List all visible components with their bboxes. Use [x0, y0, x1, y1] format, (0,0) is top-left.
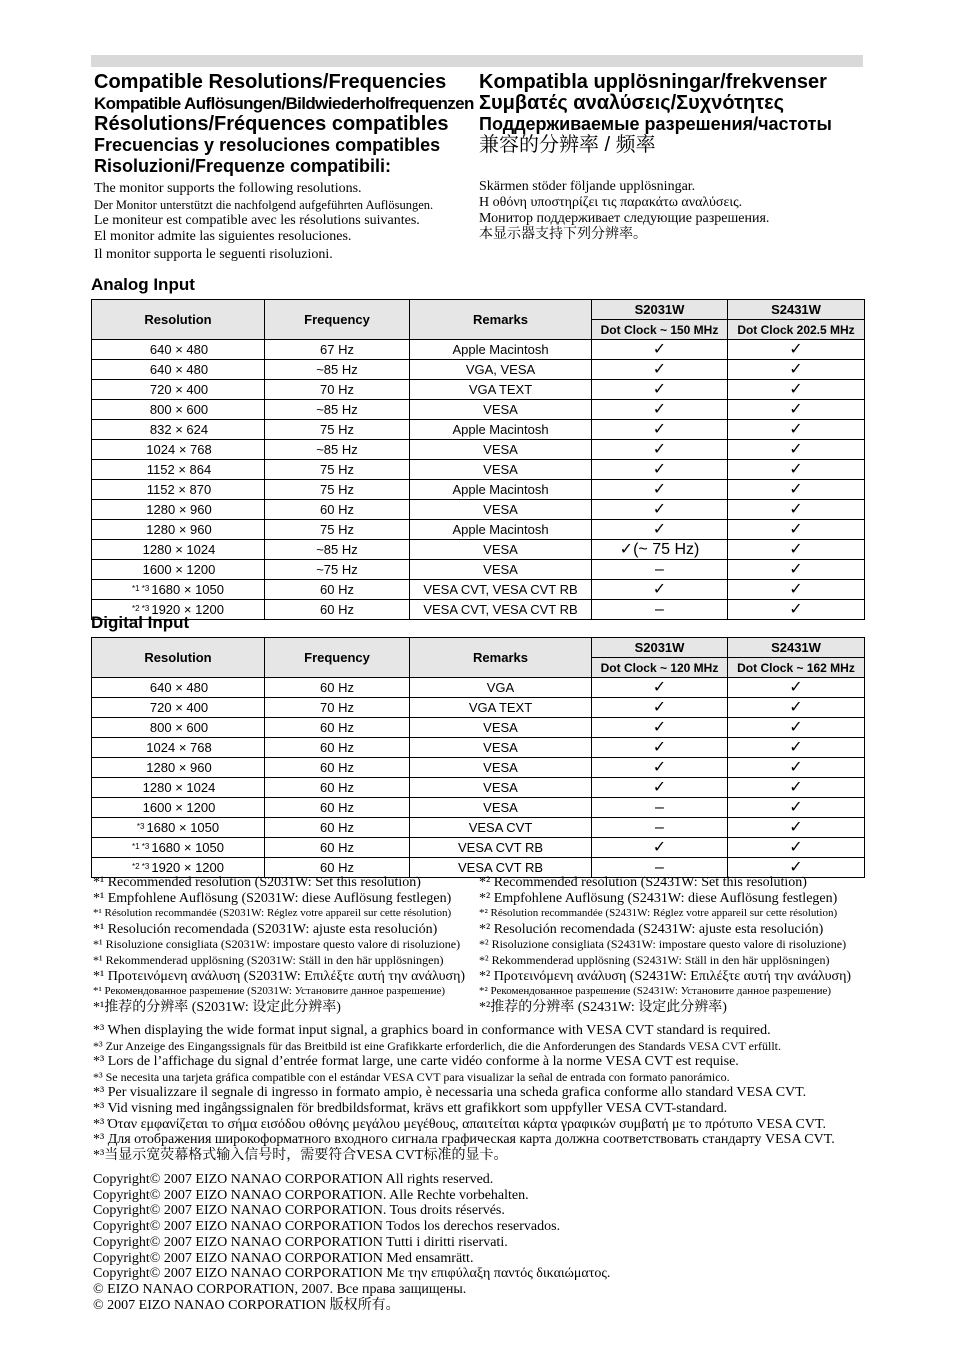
intro-fr: Le moniteur est compatible avec les résolutions suivantes. — [94, 213, 420, 228]
cell-s2031w: ✓ — [592, 360, 728, 380]
header-resolution: Resolution — [92, 300, 265, 340]
cell-remarks: VESA — [410, 778, 592, 798]
table-row — [92, 440, 865, 460]
cell-resolution — [92, 520, 265, 540]
heading-fr: Résolutions/Fréquences compatibles — [94, 113, 449, 135]
intro-zh: 本显示器支持下列分辨率。 — [479, 227, 647, 242]
cell-remarks: Apple Macintosh — [410, 340, 592, 360]
cell-s2031w: ✓ — [592, 698, 728, 718]
cell-s2031w: ✓ — [592, 678, 728, 698]
copyright-es: Copyright© 2007 EIZO NANAO CORPORATION Todos los derechos reservados. — [93, 1219, 561, 1235]
cell-resolution — [92, 580, 265, 600]
cell-s2431w: ✓ — [728, 758, 865, 778]
heading-ru: Поддерживаемые разрешения/частоты — [479, 114, 832, 134]
cell-s2031w: – — [592, 798, 728, 818]
cell-s2031w: ✓ — [592, 758, 728, 778]
cell-s2031w: – — [592, 600, 728, 620]
cell-s2431w: ✓ — [728, 600, 865, 620]
cell-s2031w: ✓ — [592, 340, 728, 360]
header-frequency: Frequency — [265, 638, 410, 678]
intro-en: The monitor supports the following resolutions. — [94, 181, 362, 196]
cell-s2431w: ✓ — [728, 858, 865, 878]
resolution-value: 1024 × 768 — [146, 740, 212, 755]
table-row — [92, 738, 865, 758]
cell-resolution — [92, 838, 265, 858]
cell-s2031w: ✓(~ 75 Hz) — [592, 540, 728, 560]
resolution-value: 1280 × 1024 — [142, 542, 216, 557]
cell-s2431w: ✓ — [728, 340, 865, 360]
footnote-1-fr: *¹ Résolution recommandée (S2031W: Réglez votre appareil sur cette résolution) — [93, 907, 452, 920]
cell-s2031w: – — [592, 858, 728, 878]
cell-remarks: VESA CVT, VESA CVT RB — [410, 600, 592, 620]
cell-resolution — [92, 560, 265, 580]
header-resolution: Resolution — [92, 638, 265, 678]
cell-frequency: 70 Hz — [265, 380, 410, 400]
heading-sv: Kompatibla upplösningar/frekvenser — [479, 71, 827, 93]
cell-remarks: Apple Macintosh — [410, 480, 592, 500]
table-row — [92, 340, 865, 360]
footnote-2-it: *² Risoluzione consigliata (S2431W: impostare questo valore di risoluzione) — [479, 937, 847, 952]
footnote-3-ru: *³ Для отображения широкоформатного входного сигнала графическая карта должна соответствовать стандарту VESA CVT. — [93, 1132, 835, 1148]
cell-frequency: 60 Hz — [265, 778, 410, 798]
cell-s2031w: ✓ — [592, 380, 728, 400]
cell-remarks: VESA — [410, 500, 592, 520]
analog-input-title: Analog Input — [91, 275, 195, 294]
cell-remarks: VESA — [410, 460, 592, 480]
table-row — [92, 718, 865, 738]
copyright-sv: Copyright© 2007 EIZO NANAO CORPORATION Med ensamrätt. — [93, 1250, 474, 1266]
resolution-value: 1600 × 1200 — [142, 562, 216, 577]
cell-resolution — [92, 420, 265, 440]
table-row — [92, 360, 865, 380]
cell-remarks: Apple Macintosh — [410, 420, 592, 440]
footnote-1-de: *¹ Empfohlene Auflösung (S2031W: diese Auflösung festlegen) — [93, 890, 452, 906]
cell-s2431w: ✓ — [728, 400, 865, 420]
intro-de: Der Monitor unterstützt die nachfolgend aufgeführten Auflösungen. — [94, 198, 434, 212]
copyright-de: Copyright© 2007 EIZO NANAO CORPORATION. Alle Rechte vorbehalten. — [93, 1187, 529, 1203]
cell-resolution — [92, 380, 265, 400]
cell-s2431w: ✓ — [728, 520, 865, 540]
intro-ru: Монитор поддерживает следующие разрешения. — [479, 211, 770, 226]
footnote-3-de: *³ Zur Anzeige des Eingangssignals für das Breitbild ist eine Grafikkarte erforderlich, die die Anforderungen des Standards VESA CVT erfüllt. — [93, 1038, 781, 1053]
header-remarks: Remarks — [410, 300, 592, 340]
resolution-value: 1920 × 1200 — [151, 860, 224, 875]
footnote-marker: *2 *3 — [131, 604, 150, 613]
cell-s2031w: – — [592, 560, 728, 580]
cell-resolution — [92, 460, 265, 480]
table-row — [92, 420, 865, 440]
digital-input-title: Digital Input — [91, 613, 190, 632]
header-model-s2431w: S2431W — [728, 300, 865, 320]
footnote-3-sv: *³ Vid visning med ingångssignalen för bredbildsformat, krävs ett grafikkort som uppfyller VESA CVT-standard. — [93, 1100, 728, 1116]
copyright-el: Copyright© 2007 EIZO NANAO CORPORATION Με την επιφύλαξη παντός δικαιώματος. — [93, 1266, 611, 1282]
header-remarks: Remarks — [410, 638, 592, 678]
footnote-1-en: *¹ Recommended resolution (S2031W: Set this resolution) — [93, 875, 421, 890]
resolution-value: 720 × 400 — [149, 700, 209, 715]
cell-resolution — [92, 440, 265, 460]
analog-table-body — [92, 340, 865, 620]
footnote-1-list — [93, 875, 465, 1015]
cell-remarks: VESA CVT RB — [410, 838, 592, 858]
copyright-ru: © EIZO NANAO CORPORATION, 2007. Все права защищены. — [93, 1281, 467, 1297]
table-row — [92, 758, 865, 778]
heading-de: Kompatible Auflösungen/Bildwiederholfrequenzen — [94, 94, 474, 113]
resolution-value: 1152 × 864 — [146, 462, 212, 477]
cell-resolution — [92, 738, 265, 758]
cell-frequency: 60 Hz — [265, 798, 410, 818]
footnote-2-list — [479, 875, 851, 1015]
cell-s2431w: ✓ — [728, 818, 865, 838]
heading-en: Compatible Resolutions/Frequencies — [94, 71, 447, 93]
cell-frequency: 60 Hz — [265, 838, 410, 858]
headings-left — [94, 72, 474, 263]
cell-s2431w: ✓ — [728, 360, 865, 380]
cell-s2431w: ✓ — [728, 798, 865, 818]
cell-s2431w: ✓ — [728, 560, 865, 580]
cell-resolution — [92, 340, 265, 360]
cell-resolution — [92, 480, 265, 500]
resolution-value: 1680 × 1050 — [151, 582, 224, 597]
cell-remarks: VESA CVT RB — [410, 858, 592, 878]
cell-s2031w: ✓ — [592, 520, 728, 540]
cell-frequency: 60 Hz — [265, 818, 410, 838]
footnote-2-zh: *²推荐的分辨率 (S2431W: 设定此分辨率) — [479, 999, 727, 1015]
cell-remarks: VESA — [410, 798, 592, 818]
cell-s2031w: ✓ — [592, 420, 728, 440]
cell-frequency: 60 Hz — [265, 580, 410, 600]
heading-zh: 兼容的分辨率 / 频率 — [479, 134, 656, 156]
footnote-1-el: *¹ Προτεινόμενη ανάλυση (S2031W: Επιλέξτε αυτή την ανάλυση) — [93, 968, 466, 984]
cell-s2431w: ✓ — [728, 718, 865, 738]
copyright-fr: Copyright© 2007 EIZO NANAO CORPORATION. Tous droits réservés. — [93, 1203, 505, 1219]
resolution-value: 720 × 400 — [149, 382, 209, 397]
cell-frequency: 60 Hz — [265, 500, 410, 520]
cell-remarks: VESA — [410, 440, 592, 460]
cell-remarks: VESA — [410, 400, 592, 420]
cell-s2031w: ✓ — [592, 400, 728, 420]
table-row — [92, 580, 865, 600]
resolution-value: 1280 × 1024 — [142, 780, 216, 795]
cell-resolution — [92, 360, 265, 380]
footnote-marker: *1 *3 — [131, 584, 150, 593]
cell-resolution — [92, 540, 265, 560]
resolution-value: 1920 × 1200 — [151, 602, 224, 617]
resolution-value: 640 × 480 — [149, 342, 209, 357]
footnote-1-zh: *¹推荐的分辨率 (S2031W: 设定此分辨率) — [93, 999, 341, 1015]
table-row — [92, 520, 865, 540]
resolution-value: 1280 × 960 — [146, 522, 212, 537]
cell-frequency: ~85 Hz — [265, 360, 410, 380]
footnote-1-it: *¹ Risoluzione consigliata (S2031W: impostare questo valore di risoluzione) — [93, 937, 461, 952]
footnote-3-zh: *³当显示宽荧幕格式输入信号时，需要符合VESA CVT标准的显卡。 — [93, 1147, 508, 1163]
cell-s2431w: ✓ — [728, 738, 865, 758]
intro-sv: Skärmen stöder följande upplösningar. — [479, 179, 696, 194]
resolution-value: 1280 × 960 — [146, 502, 212, 517]
cell-s2431w: ✓ — [728, 500, 865, 520]
header-dot-clock-s2431w: Dot Clock ~ 162 MHz — [728, 658, 865, 678]
intro-right — [479, 179, 869, 243]
footnote-2-de: *² Empfohlene Auflösung (S2431W: diese Auflösung festlegen) — [479, 890, 838, 906]
cell-s2031w: ✓ — [592, 440, 728, 460]
cell-s2431w: ✓ — [728, 580, 865, 600]
cell-s2031w: – — [592, 818, 728, 838]
table-row — [92, 818, 865, 838]
cell-frequency: 75 Hz — [265, 460, 410, 480]
footnote-3-fr: *³ Lors de l’affichage du signal d’entrée format large, une carte vidéo conforme à la norme VESA CVT est requise. — [93, 1054, 739, 1070]
intro-it: Il monitor supporta le seguenti risoluzioni. — [94, 247, 333, 262]
cell-s2431w: ✓ — [728, 440, 865, 460]
copyright-en: Copyright© 2007 EIZO NANAO CORPORATION All rights reserved. — [93, 1172, 494, 1187]
cell-remarks: VGA TEXT — [410, 698, 592, 718]
footnote-3-list — [93, 1023, 835, 1163]
table-row — [92, 560, 865, 580]
cell-remarks: VESA — [410, 758, 592, 778]
table-row — [92, 500, 865, 520]
cell-resolution — [92, 818, 265, 838]
copyright-it: Copyright© 2007 EIZO NANAO CORPORATION Tutti i diritti riservati. — [93, 1234, 508, 1250]
table-row — [92, 798, 865, 818]
cell-frequency: 60 Hz — [265, 738, 410, 758]
footnote-3-el: *³ Όταν εμφανίζεται το σήμα εισόδου οθόνης μεγάλου μεγέθους, απαιτείται κάρτα γραφικών συμβατή με το πρότυπο VESA CVT. — [93, 1116, 826, 1132]
footnote-3-es: *³ Se necesita una tarjeta gráfica compatible con el estándar VESA CVT para visualizar la señal de entrada con formato panorámico. — [93, 1069, 730, 1084]
intro-left — [94, 181, 474, 263]
cell-s2031w: ✓ — [592, 500, 728, 520]
cell-s2431w: ✓ — [728, 778, 865, 798]
table-row — [92, 400, 865, 420]
footnote-2-sv: *² Rekommenderad upplösning (S2431W: Ställ in den här upplösningen) — [479, 952, 830, 967]
header-model-s2031w: S2031W — [592, 300, 728, 320]
cell-remarks: VGA — [410, 678, 592, 698]
cell-resolution — [92, 798, 265, 818]
cell-resolution — [92, 758, 265, 778]
resolution-value: 1152 × 870 — [146, 482, 212, 497]
copyright-zh: © 2007 EIZO NANAO CORPORATION 版权所有。 — [93, 1297, 400, 1313]
cell-frequency: 60 Hz — [265, 678, 410, 698]
cell-s2031w: ✓ — [592, 838, 728, 858]
table-row — [92, 838, 865, 858]
resolution-value: 800 × 600 — [149, 402, 209, 417]
cell-s2031w: ✓ — [592, 580, 728, 600]
cell-resolution — [92, 698, 265, 718]
table-row — [92, 698, 865, 718]
cell-remarks: VESA — [410, 718, 592, 738]
headings-right — [479, 72, 869, 243]
cell-frequency: ~85 Hz — [265, 400, 410, 420]
cell-s2031w: ✓ — [592, 460, 728, 480]
cell-frequency: 60 Hz — [265, 718, 410, 738]
table-row — [92, 460, 865, 480]
cell-frequency: ~85 Hz — [265, 440, 410, 460]
cell-remarks: VGA, VESA — [410, 360, 592, 380]
cell-s2031w: ✓ — [592, 718, 728, 738]
intro-es: El monitor admite las siguientes resoluciones. — [94, 229, 352, 244]
footnote-2-el: *² Προτεινόμενη ανάλυση (S2431W: Επιλέξτε αυτή την ανάλυση) — [479, 968, 852, 984]
cell-s2031w: ✓ — [592, 738, 728, 758]
cell-remarks: VESA — [410, 738, 592, 758]
cell-s2431w: ✓ — [728, 420, 865, 440]
resolution-value: 800 × 600 — [149, 720, 209, 735]
cell-remarks: VGA TEXT — [410, 380, 592, 400]
intro-el: Η οθόνη υποστηρίζει τις παρακάτω αναλύσεις. — [479, 195, 743, 210]
cell-remarks: VESA — [410, 540, 592, 560]
cell-remarks: Apple Macintosh — [410, 520, 592, 540]
cell-resolution — [92, 400, 265, 420]
cell-s2431w: ✓ — [728, 678, 865, 698]
heading-it: Risoluzioni/Frequenze compatibili: — [94, 156, 392, 176]
footnote-2-es: *² Resolución recomendada (S2431W: ajuste esta resolución) — [479, 921, 824, 937]
cell-frequency: 60 Hz — [265, 600, 410, 620]
header-dot-clock-s2031w: Dot Clock ~ 150 MHz — [592, 320, 728, 340]
cell-frequency: 75 Hz — [265, 520, 410, 540]
table-row — [92, 380, 865, 400]
footnote-2-en: *² Recommended resolution (S2431W: Set this resolution) — [479, 875, 807, 890]
cell-resolution — [92, 500, 265, 520]
cell-remarks: VESA CVT — [410, 818, 592, 838]
table-row — [92, 678, 865, 698]
cell-resolution — [92, 678, 265, 698]
table-row — [92, 480, 865, 500]
footnote-marker: *1 *3 — [131, 842, 150, 851]
cell-frequency: ~85 Hz — [265, 540, 410, 560]
resolution-value: 1280 × 960 — [146, 760, 212, 775]
cell-s2431w: ✓ — [728, 480, 865, 500]
header-model-s2031w: S2031W — [592, 638, 728, 658]
resolution-value: 1680 × 1050 — [146, 820, 220, 835]
resolution-value: 832 × 624 — [149, 422, 209, 437]
resolution-value: 640 × 480 — [149, 362, 209, 377]
resolution-value: 1024 × 768 — [146, 442, 212, 457]
cell-remarks: VESA CVT, VESA CVT RB — [410, 580, 592, 600]
cell-frequency: 75 Hz — [265, 420, 410, 440]
footnote-marker: *3 — [136, 822, 145, 831]
cell-s2431w: ✓ — [728, 838, 865, 858]
digital-input-table — [91, 637, 865, 878]
analog-input-table — [91, 299, 865, 620]
cell-frequency: 70 Hz — [265, 698, 410, 718]
header-frequency: Frequency — [265, 300, 410, 340]
cell-s2431w: ✓ — [728, 698, 865, 718]
cell-resolution — [92, 718, 265, 738]
digital-table-body — [92, 678, 865, 878]
cell-frequency: ~75 Hz — [265, 560, 410, 580]
table-row — [92, 540, 865, 560]
cell-s2031w: ✓ — [592, 480, 728, 500]
cell-frequency: 75 Hz — [265, 480, 410, 500]
resolution-value: 1600 × 1200 — [142, 800, 216, 815]
heading-es: Frecuencias y resoluciones compatibles — [94, 135, 441, 155]
cell-s2431w: ✓ — [728, 540, 865, 560]
footnote-2-fr: *² Résolution recommandée (S2431W: Réglez votre appareil sur cette résolution) — [479, 907, 838, 920]
footnote-1-sv: *¹ Rekommenderad upplösning (S2031W: Ställ in den här upplösningen) — [93, 952, 444, 967]
footnote-1-es: *¹ Resolución recomendada (S2031W: ajuste esta resolución) — [93, 921, 438, 937]
footnote-2-ru: *² Рекомендованное разрешение (S2431W: Установите данное разрешение) — [479, 985, 832, 998]
cell-s2431w: ✓ — [728, 380, 865, 400]
top-rule-bar — [91, 55, 863, 67]
cell-resolution — [92, 778, 265, 798]
cell-s2031w: ✓ — [592, 778, 728, 798]
header-dot-clock-s2431w: Dot Clock 202.5 MHz — [728, 320, 865, 340]
footnote-marker: *2 *3 — [131, 862, 150, 871]
cell-frequency: 60 Hz — [265, 758, 410, 778]
header-model-s2431w: S2431W — [728, 638, 865, 658]
resolution-value: 640 × 480 — [149, 680, 209, 695]
footnote-3-it: *³ Per visualizzare il segnale di ingresso in formato ampio, è necessaria una scheda grafica conforme allo standard VESA CVT. — [93, 1085, 807, 1101]
footnote-1-ru: *¹ Рекомендованное разрешение (S2031W: Установите данное разрешение) — [93, 985, 446, 998]
table-row — [92, 600, 865, 620]
table-row — [92, 778, 865, 798]
cell-frequency: 60 Hz — [265, 858, 410, 878]
copyright-block — [93, 1172, 610, 1313]
cell-remarks: VESA — [410, 560, 592, 580]
header-dot-clock-s2031w: Dot Clock ~ 120 MHz — [592, 658, 728, 678]
footnote-3-en: *³ When displaying the wide format input signal, a graphics board in conformance with VESA CVT standard is required. — [93, 1023, 771, 1038]
resolution-value: 1680 × 1050 — [151, 840, 224, 855]
heading-el: Συμβατές αναλύσεις/Συχνότητες — [479, 92, 785, 114]
cell-frequency: 67 Hz — [265, 340, 410, 360]
cell-s2431w: ✓ — [728, 460, 865, 480]
